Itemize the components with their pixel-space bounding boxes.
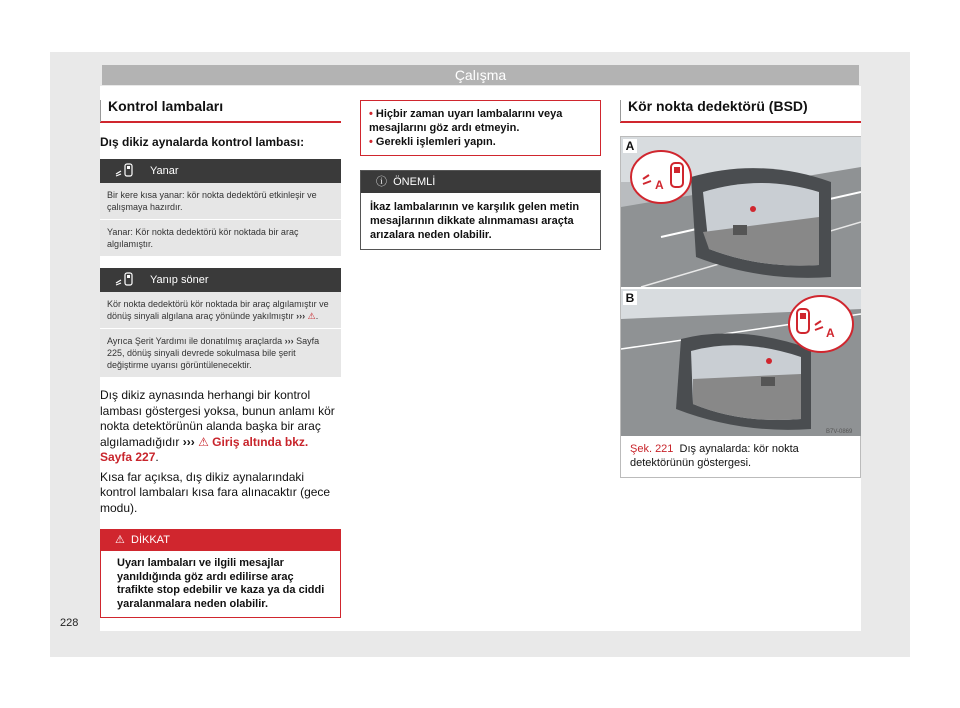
link-arrow-icon: ››› xyxy=(284,336,297,346)
info-icon: ⓘ xyxy=(376,176,387,188)
svg-text:A: A xyxy=(655,178,664,192)
middle-column xyxy=(360,100,601,250)
page-content xyxy=(100,86,861,631)
warning-triangle-icon: ⚠ xyxy=(115,534,125,546)
warning-triangle-icon: ⚠ xyxy=(198,434,209,449)
figure-panel-b xyxy=(621,287,861,436)
warning-header: ⚠ DİKKAT xyxy=(101,530,340,551)
link-arrow-icon: ››› xyxy=(296,311,308,321)
table-row: Ayrıca Şerit Yardımı ile donatılmış araçlarda ››› Sayfa 225, dönüş sinyali devrede sokulmasa bile şerit değiştirme uyarısı görüntülenecektir. xyxy=(100,328,341,377)
page-number: 228 xyxy=(60,617,79,629)
mirror-photo-b xyxy=(621,289,861,436)
svg-text:A: A xyxy=(826,326,835,340)
warning-triangle-icon: ⚠ xyxy=(307,311,316,321)
list-item: • Hiçbir zaman uyarı lambalarını veya mesajlarını göz ardı etmeyin. xyxy=(369,108,563,134)
table-row: Bir kere kısa yanar: kör nokta dedektörü etkinleşir ve çalışmaya hazırdır. xyxy=(100,183,341,219)
link-arrow-icon: ››› xyxy=(182,434,199,449)
note-text: İkaz lambalarının ve karşılık gelen metin mesajlarının dikkate alınmaması araçta arızalara neden olabilir. xyxy=(370,201,580,241)
panel-label: B xyxy=(623,291,637,305)
mirror-photo-a xyxy=(621,137,861,287)
status-table-blink xyxy=(100,268,341,377)
warning-continuation-box xyxy=(360,100,601,156)
warning-text: Uyarı lambaları ve ilgili mesajlar yanıldığında göz ardı edilirse araç trafikte stop edebilir ve kaza ya da ciddi yaralanmalara neden olabilir. xyxy=(117,557,325,610)
note-box xyxy=(360,170,601,250)
paragraph: Dış dikiz aynasında herhangi bir kontrol lambası göstergesi yoksa, bunun anlamı kör nokta detektörünün alanda başka bir araç algılamadığıdır ››› ⚠ Giriş altında bkz. Sayfa 227. xyxy=(100,388,335,464)
figure-panel-a xyxy=(621,137,861,287)
paragraph: Kısa far açıksa, dış dikiz aynalarındaki kontrol lambaları kısa fara alınacaktır (gece modu). xyxy=(100,469,331,515)
note-header: ⓘ ÖNEMLİ xyxy=(361,171,600,193)
right-column xyxy=(620,98,861,478)
figure-caption: Şek. 221 Dış aynalarda: kör nokta detektörünün göstergesi. xyxy=(630,443,799,469)
section-title: Kör nokta dedektörü (BSD) xyxy=(620,98,861,123)
figure xyxy=(620,136,861,478)
blind-spot-icon xyxy=(100,162,150,181)
page-link[interactable]: Sayfa 225 xyxy=(107,336,320,358)
figure-code: B7V-0869 xyxy=(826,429,853,435)
table-header: Yanıp söner xyxy=(100,268,341,292)
left-column xyxy=(100,98,341,618)
table-row: Yanar: Kör nokta dedektörü kör noktada bir araç algılamıştır. xyxy=(100,219,341,256)
list-item: • Gerekli işlemleri yapın. xyxy=(369,136,496,148)
status-table-on xyxy=(100,159,341,256)
page-header: Çalışma xyxy=(102,65,859,85)
subheading: Dış dikiz aynalarda kontrol lambası: xyxy=(100,135,305,149)
blind-spot-icon xyxy=(100,271,150,290)
warning-box xyxy=(100,529,341,618)
page-link[interactable]: Giriş altında bkz. Sayfa 227 xyxy=(100,434,309,464)
section-title: Kontrol lambaları xyxy=(100,98,341,123)
panel-label: A xyxy=(623,139,637,153)
figure-ref: Şek. 221 xyxy=(630,443,674,455)
table-row: Kör nokta dedektörü kör noktada bir araç algılamıştır ve dönüş sinyali algılana araç yönünde yakılmıştır ››› ⚠. xyxy=(100,292,341,328)
table-header: Yanar xyxy=(100,159,341,183)
